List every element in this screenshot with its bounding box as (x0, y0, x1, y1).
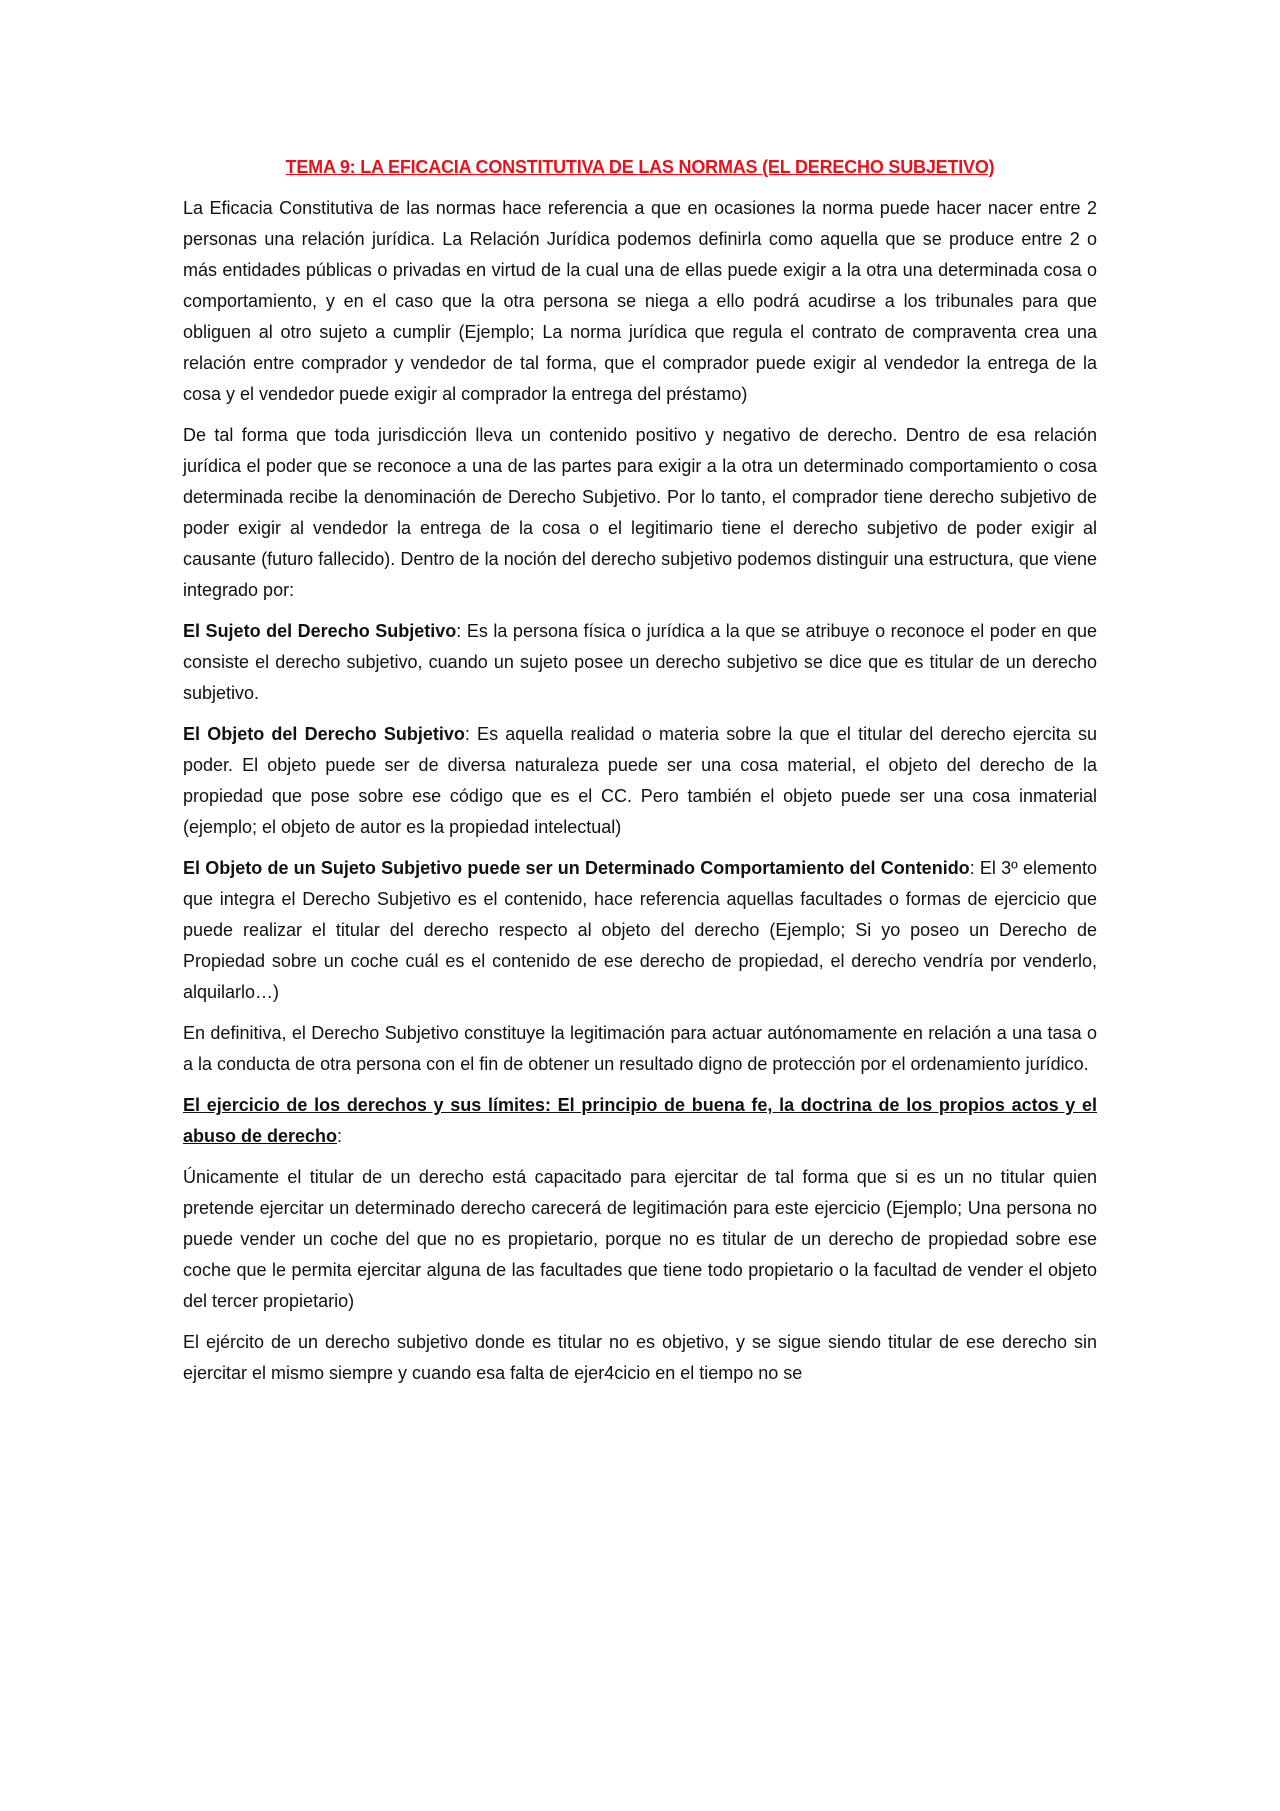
paragraph-en-definitiva: En definitiva, el Derecho Subjetivo constituye la legitimación para actuar autónomamente en relación a una tasa o a la conducta de otra persona con el fin de obtener un resultado digno de protección por el ordenamiento jurídico. (183, 1023, 1097, 1074)
paragraph-sujeto (183, 616, 1097, 709)
heading-sujeto: El Sujeto del Derecho Subjetivo (183, 621, 457, 641)
paragraph-eficacia-constitutiva: La Eficacia Constitutiva de las normas hace referencia a que en ocasiones la norma puede hacer nacer entre 2 personas una relación jurídica. La Relación Jurídica podemos definirla como aquella que se produce entre 2 o más entidades públicas o privadas en virtud de la cual una de ellas puede exigir a la otra una determinada cosa o comportamiento, y en el caso que la otra persona se niega a ello podrá acudirse a los tribunales para que obliguen al otro sujeto a cumplir (Ejemplo; La norma jurídica que regula el contrato de compraventa crea una relación entre comprador y vendedor de tal forma, que el comprador puede exigir al vendedor la entrega de la cosa y el vendedor puede exigir al comprador la entrega del préstamo) (183, 198, 1097, 404)
document-title: TEMA 9: LA EFICACIA CONSTITUTIVA DE LAS NORMAS (EL DERECHO SUBJETIVO) (285, 157, 995, 177)
text-ejercicio-colon: : (337, 1126, 343, 1146)
text-sujeto: : Es la persona física o jurídica a la que se atribuye o reconoce el poder en que consiste el derecho subjetivo, cuando un sujeto posee un derecho subjetivo se dice que es titular de un derecho subjetivo. (183, 621, 1098, 703)
paragraph-objeto (183, 719, 1097, 843)
paragraph-ejercicio-heading (183, 1090, 1097, 1152)
heading-contenido: El Objeto de un Sujeto Subjetivo puede ser un Determinado Comportamiento del Contenido (183, 858, 970, 878)
document-body (183, 152, 1097, 1399)
heading-ejercicio-derechos: El ejercicio de los derechos y sus límites: El principio de buena fe, la doctrina de los propios actos y el abuso de derecho (183, 1095, 1097, 1146)
paragraph-jurisdiccion: De tal forma que toda jurisdicción lleva un contenido positivo y negativo de derecho. Dentro de esa relación jurídica el poder que se reconoce a una de las partes para exigir a la otra un determinado comportamiento o cosa determinada recibe la denominación de Derecho Subjetivo. Por lo tanto, el comprador tiene derecho subjetivo de poder exigir al vendedor la entrega de la cosa o el legitimario tiene el derecho subjetivo de poder exigir al causante (futuro fallecido). Dentro de la noción del derecho subjetivo podemos distinguir una estructura, que viene integrado por: (183, 425, 1097, 600)
paragraph-ejercito: El ejército de un derecho subjetivo donde es titular no es objetivo, y se sigue siendo titular de ese derecho sin ejercitar el mismo siempre y cuando esa falta de ejer4cicio en el tiempo no se (183, 1332, 1097, 1383)
heading-objeto: El Objeto del Derecho Subjetivo (183, 724, 465, 744)
text-contenido: : El 3º elemento que integra el Derecho Subjetivo es el contenido, hace referencia aquellas facultades o formas de ejercicio que puede realizar el titular del derecho respecto al objeto del derecho (Ejemplo; Si yo poseo un Derecho de Propiedad sobre un coche cuál es el contenido de ese derecho de propiedad, el derecho vendría por venderlo, alquilarlo…) (183, 858, 1097, 1002)
text-objeto: : Es aquella realidad o materia sobre la que el titular del derecho ejercita su poder. El objeto puede ser de diversa naturaleza puede ser una cosa material, el objeto del derecho de la propiedad que pose sobre ese código que es el CC. Pero también el objeto puede ser una cosa inmaterial (ejemplo; el objeto de autor es la propiedad intelectual) (183, 724, 1097, 837)
paragraph-contenido (183, 853, 1097, 1008)
paragraph-titular: Únicamente el titular de un derecho está capacitado para ejercitar de tal forma que si es un no titular quien pretende ejercitar un determinado derecho carecerá de legitimación para este ejercicio (Ejemplo; Una persona no puede vender un coche del que no es propietario, porque no es titular de un derecho de propiedad sobre ese coche que le permita ejercitar alguna de las facultades que tiene todo propietario o la facultad de vender el objeto del tercer propietario) (183, 1167, 1097, 1311)
